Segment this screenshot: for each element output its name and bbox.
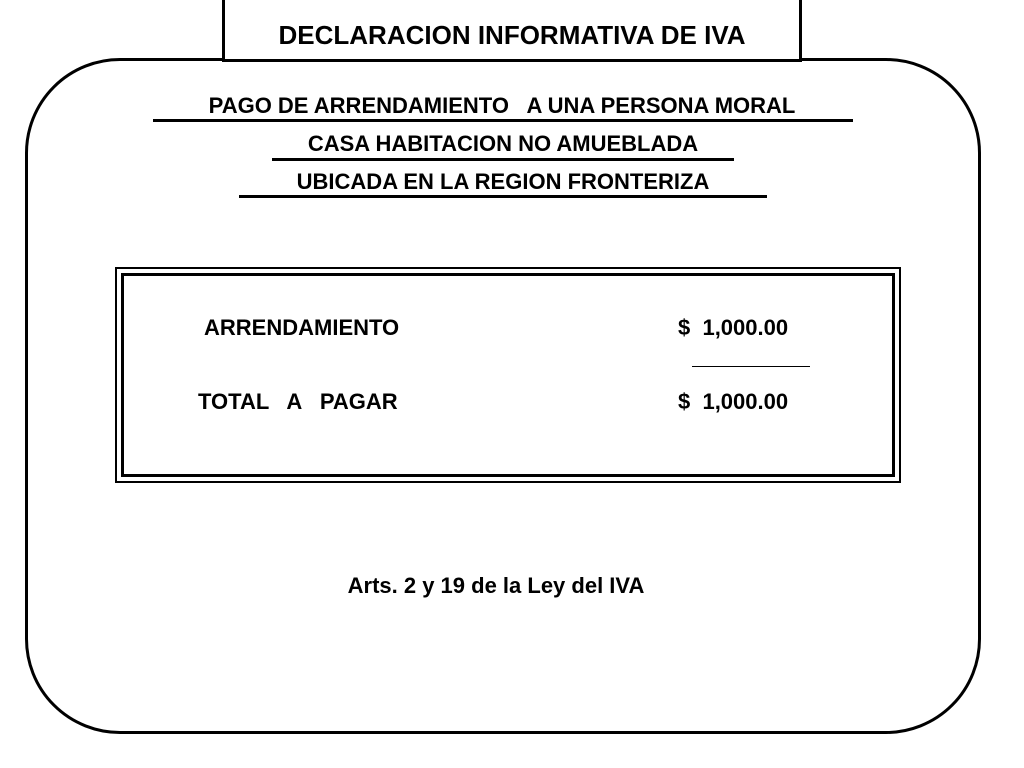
summary-table-inner-border xyxy=(121,273,895,477)
subtitle-underline-3 xyxy=(239,195,767,198)
subtitle-line-3: UBICADA EN LA REGION FRONTERIZA xyxy=(296,169,710,194)
row-value-total: $ 1,000.00 xyxy=(678,389,789,414)
row-value-arrendamiento: $ 1,000.00 xyxy=(678,315,789,340)
subtitle-underline-2 xyxy=(272,158,734,161)
legal-reference: Arts. 2 y 19 de la Ley del IVA xyxy=(347,573,645,598)
row-label-arrendamiento: ARRENDAMIENTO xyxy=(204,315,400,340)
subtitle-line-1: PAGO DE ARRENDAMIENTO A UNA PERSONA MORAL xyxy=(208,93,796,118)
summary-table-frame xyxy=(115,267,901,483)
title-box xyxy=(222,0,802,62)
sum-rule-line xyxy=(692,366,810,367)
page-title: DECLARACION INFORMATIVA DE IVA xyxy=(278,20,746,50)
subtitle-line-2: CASA HABITACION NO AMUEBLADA xyxy=(307,131,699,156)
row-label-total: TOTAL A PAGAR xyxy=(198,389,398,414)
subtitle-underline-1 xyxy=(153,119,853,122)
